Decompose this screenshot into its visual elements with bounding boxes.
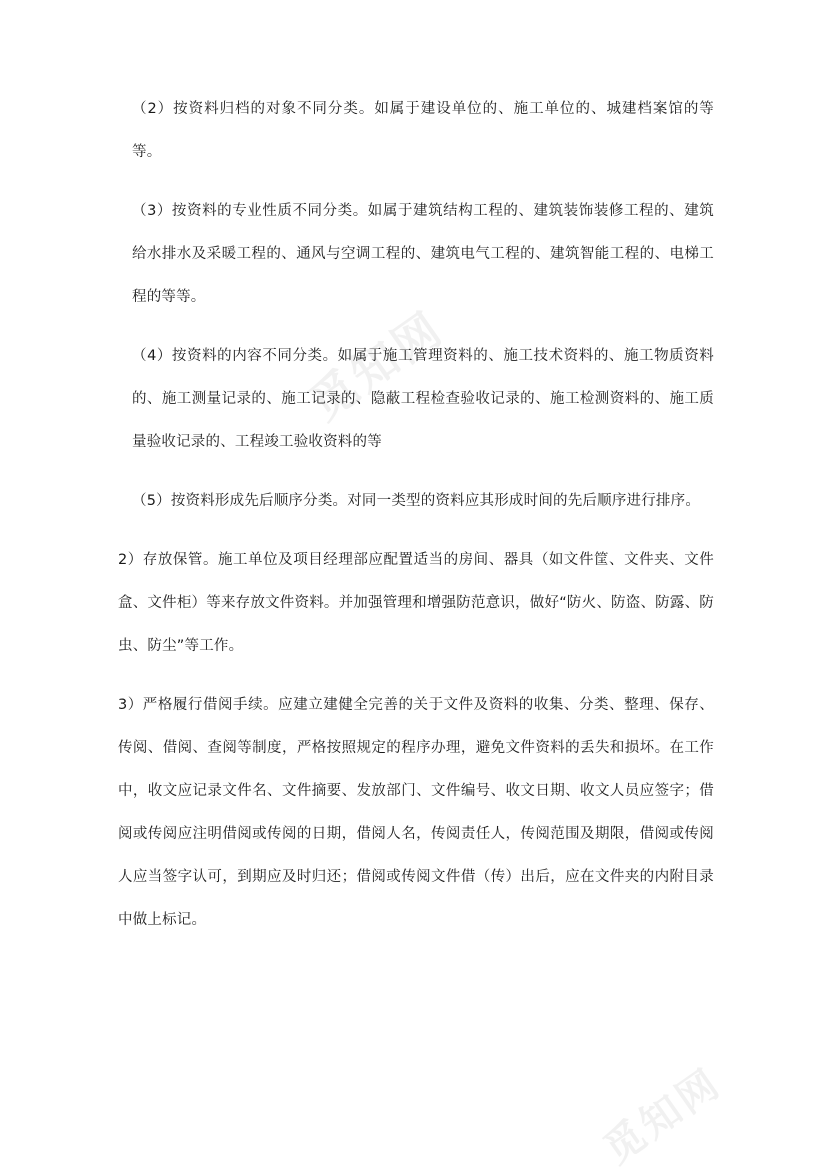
paragraph-item-4: （4）按资料的内容不同分类。如属于施工管理资料的、施工技术资料的、施工物质资料的、施工测量记录的、施工记录的、隐蔽工程检查验收记录的、施工检测资料的、施工质量验收记录的、工程竣工验收资料的等 (132, 348, 714, 450)
paragraph-borrow: 3）严格履行借阅手续。应建立建健全完善的关于文件及资料的收集、分类、整理、保存、传阅、借阅、查阅等制度，严格按照规定的程序办理，避免文件资料的丢失和损坏。在工作中，收文应记录文件名、文件摘要、发放部门、文件编号、收文日期、收文人员应签字；借阅或传阅应注明借阅或传阅的日期，借阅人名，传阅责任人，传阅范围及期限，借阅或传阅人应当签字认可，到期应及时归还；借阅或传阅文件借（传）出后，应在文件夹的内附目录中做上标记。 (118, 697, 714, 928)
paragraph-item-5: （5）按资料形成先后顺序分类。对同一类型的资料应其形成时间的先后顺序进行排序。 (132, 493, 701, 509)
paragraph-storage: 2）存放保管。施工单位及项目经理部应配置适当的房间、器具（如文件筐、文件夹、文件盒、文件柜）等来存放文件资料。并加强管理和增强防范意识，做好“防火、防盗、防露、防虫、防尘”等工作。 (118, 552, 714, 654)
watermark-1: 觅知网 (299, 300, 454, 431)
paragraph-item-3: （3）按资料的专业性质不同分类。如属于建筑结构工程的、建筑装饰装修工程的、建筑给水排水及采暖工程的、通风与空调工程的、建筑电气工程的、建筑智能工程的、电梯工程的等等。 (132, 203, 714, 305)
document-text-body (118, 88, 714, 1048)
paragraph-item-2: （2）按资料归档的对象不同分类。如属于建设单位的、施工单位的、城建档案馆的等等。 (132, 101, 714, 160)
watermark-2: 觅知网 (595, 1059, 731, 1174)
